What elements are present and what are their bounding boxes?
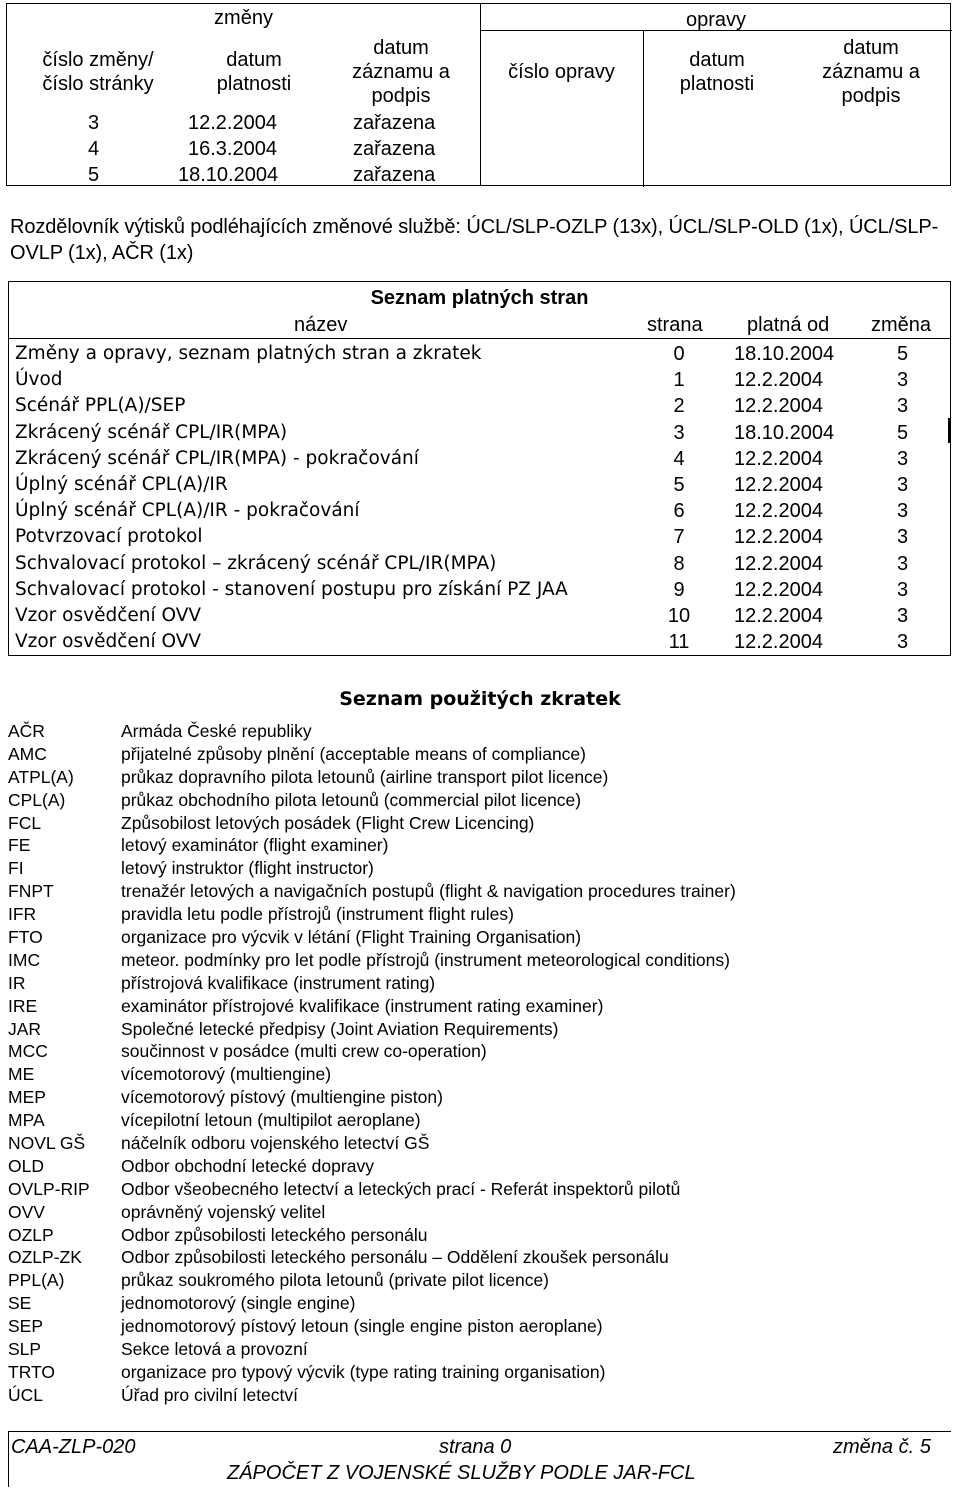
abbreviation-code: IFR <box>8 904 37 925</box>
abbreviation-description: Způsobilost letových posádek (Flight Crew Licencing) <box>121 812 535 833</box>
abbreviation-description: průkaz soukromého pilota letounů (private pilot licence) <box>121 1270 550 1291</box>
abbreviation-description: Společné letecké předpisy (Joint Aviation Requirements) <box>121 1018 559 1039</box>
list-item <box>8 1063 938 1086</box>
page-number: 3 <box>673 421 685 444</box>
table-row <box>9 551 950 577</box>
list-item <box>8 789 938 812</box>
list-item <box>8 1361 938 1384</box>
abbreviation-code: ÚCL <box>8 1384 44 1405</box>
change-record: zařazena <box>353 138 436 160</box>
list-item <box>8 926 938 949</box>
abbreviation-description: organizace pro typový výcvik (type rating training organisation) <box>121 1361 606 1382</box>
page-number: 0 <box>673 343 685 365</box>
abbreviation-description: vícemotorový (multiengine) <box>121 1064 332 1085</box>
abbreviation-description: examinátor přístrojové kvalifikace (instrument rating examiner) <box>121 995 604 1016</box>
abbreviation-code: JAR <box>8 1018 42 1039</box>
abbreviation-code: OZLP-ZK <box>8 1247 82 1268</box>
change-number: 3 <box>88 112 100 134</box>
list-item <box>8 1178 938 1201</box>
table-row <box>9 629 950 655</box>
change-number: 3 <box>897 447 909 470</box>
valid-from-date: 12.2.2004 <box>734 500 823 523</box>
abbreviation-code: FNPT <box>8 881 54 902</box>
col-header-change-number: číslo změny/ číslo stránky <box>42 49 154 95</box>
abbreviation-code: FCL <box>8 812 42 833</box>
list-item <box>8 1132 938 1155</box>
change-number: 3 <box>897 552 909 575</box>
abbreviations-title: Seznam použitých zkratek <box>339 688 621 710</box>
valid-pages-table <box>8 281 951 656</box>
change-date: 18.10.2004 <box>178 164 279 186</box>
abbreviation-description: součinnost v posádce (multi crew co-operation) <box>121 1041 487 1062</box>
list-item <box>8 1018 938 1041</box>
page-name: Potvrzovací protokol <box>15 526 203 548</box>
list-item <box>8 949 938 972</box>
valid-from-date: 12.2.2004 <box>734 526 823 549</box>
abbreviation-description: Sekce letová a provozní <box>121 1339 308 1360</box>
change-marker-bar <box>948 418 951 443</box>
list-item <box>8 812 938 835</box>
col-header-change: změna <box>871 314 932 336</box>
change-number: 3 <box>897 605 909 627</box>
col-header-correction-valid-date: datum platnosti <box>679 49 755 95</box>
abbreviation-code: FI <box>8 858 24 879</box>
change-number: 3 <box>897 369 909 392</box>
abbreviation-description: Odbor všeobecného letectví a leteckých prací - Referát inspektorů pilotů <box>121 1178 681 1199</box>
list-item <box>8 1292 938 1315</box>
page-name: Úplný scénář CPL(A)/IR - pokračování <box>15 500 360 522</box>
change-number: 3 <box>897 395 909 418</box>
change-date: 12.2.2004 <box>188 112 277 134</box>
abbreviation-code: PPL(A) <box>8 1270 65 1291</box>
abbreviation-code: TRTO <box>8 1361 55 1382</box>
table-row <box>9 420 950 446</box>
change-number: 5 <box>897 343 909 365</box>
col-header-name: název <box>294 314 348 336</box>
change-number: 3 <box>897 526 909 549</box>
abbreviation-code: IR <box>8 972 26 993</box>
abbreviation-code: IMC <box>8 949 41 970</box>
abbreviation-description: přijatelné způsoby plnění (acceptable means of compliance) <box>121 743 586 764</box>
abbreviation-description: průkaz dopravního pilota letounů (airline transport pilot licence) <box>121 766 609 787</box>
abbreviation-code: OZLP <box>8 1224 54 1245</box>
abbreviation-code: IRE <box>8 995 38 1016</box>
abbreviation-description: průkaz obchodního pilota letounů (commercial pilot licence) <box>121 789 582 810</box>
change-date: 16.3.2004 <box>188 138 277 160</box>
table-row <box>9 446 950 472</box>
abbreviation-description: oprávněný vojenský velitel <box>121 1201 326 1222</box>
page-name: Schvalovací protokol - stanovení postupu pro získání PZ JAA <box>15 578 568 600</box>
col-header-valid-date: datum platnosti <box>216 49 292 95</box>
abbreviation-code: OVLP-RIP <box>8 1178 90 1199</box>
page-number: 9 <box>673 578 685 601</box>
valid-from-date: 12.2.2004 <box>734 578 823 601</box>
valid-from-date: 12.2.2004 <box>734 474 823 496</box>
abbreviation-description: jednomotorový pístový letoun (single engine piston aeroplane) <box>121 1316 603 1337</box>
page-name: Vzor osvědčení OVV <box>15 631 202 653</box>
abbreviation-code: ME <box>8 1064 35 1085</box>
page-number: 10 <box>667 605 691 627</box>
valid-from-date: 12.2.2004 <box>734 395 823 418</box>
list-item <box>8 995 938 1018</box>
table-row <box>9 524 950 550</box>
valid-from-date: 12.2.2004 <box>734 447 823 470</box>
list-item <box>8 1224 938 1247</box>
list-item <box>8 1040 938 1063</box>
col-header-correction-record: datum záznamu a podpis <box>822 37 920 107</box>
abbreviation-description: vícemotorový pístový (multiengine piston) <box>121 1087 443 1108</box>
table-row <box>9 603 950 629</box>
abbreviation-description: Armáda České republiky <box>121 721 312 741</box>
abbreviation-description: Odbor způsobilosti leteckého personálu – Oddělení zkoušek personálu <box>121 1247 669 1268</box>
page-number: 8 <box>673 552 685 575</box>
list-item <box>8 857 938 880</box>
col-header-correction-number: číslo opravy <box>508 61 615 83</box>
abbreviation-code: FE <box>8 835 31 856</box>
valid-from-date: 12.2.2004 <box>734 369 823 392</box>
page-name: Změny a opravy, seznam platných stran a zkratek <box>15 343 482 364</box>
abbreviation-description: Úřad pro civilní letectví <box>121 1384 299 1405</box>
abbreviation-code: MCC <box>8 1041 48 1062</box>
abbreviation-code: OVV <box>8 1201 45 1222</box>
col-header-page: strana <box>647 314 703 336</box>
abbreviation-description: organizace pro výcvik v létání (Flight Training Organisation) <box>121 927 582 948</box>
page-number: 6 <box>673 500 685 523</box>
page-name: Scénář PPL(A)/SEP <box>15 395 186 417</box>
abbreviation-code: CPL(A) <box>8 789 66 810</box>
table-row <box>9 498 950 524</box>
list-item <box>8 1269 938 1292</box>
abbreviations-list <box>8 720 938 1407</box>
abbreviation-description: vícepilotní letoun (multipilot aeroplane) <box>121 1110 421 1131</box>
footer-doc-code: CAA-ZLP-020 <box>11 1436 136 1458</box>
abbreviation-code: MPA <box>8 1110 45 1131</box>
abbreviation-code: NOVL GŠ <box>8 1133 86 1154</box>
abbreviation-code: AČR <box>8 721 45 741</box>
group-header-corrections: opravy <box>685 9 747 31</box>
valid-from-date: 18.10.2004 <box>734 343 835 365</box>
footer-title: ZÁPOČET Z VOJENSKÉ SLUŽBY PODLE JAR-FCL <box>227 1462 696 1484</box>
col-header-valid-from: platná od <box>747 314 830 336</box>
abbreviation-description: letový instruktor (flight instructor) <box>121 858 374 879</box>
change-record: zařazena <box>353 164 436 186</box>
abbreviation-code: SLP <box>8 1339 42 1360</box>
valid-from-date: 12.2.2004 <box>734 605 823 627</box>
col-header-record-date: datum záznamu a podpis <box>352 37 450 107</box>
page-footer <box>8 1431 951 1487</box>
change-number: 5 <box>897 421 909 444</box>
list-item <box>8 1384 938 1407</box>
distribution-list: Rozdělovník výtisků podléhajících změnové službě: ÚCL/SLP-OZLP (13x), ÚCL/SLP-OLD (1x), ÚCL/SLP-OVLP (1x), AČR (1x) <box>10 216 939 264</box>
abbreviation-code: MEP <box>8 1087 46 1108</box>
abbreviation-description: náčelník odboru vojenského letectví GŠ <box>121 1133 430 1154</box>
list-item <box>8 880 938 903</box>
page-number: 1 <box>673 369 685 392</box>
footer-change-number: změna č. 5 <box>833 1436 931 1458</box>
abbreviation-code: AMC <box>8 743 47 764</box>
abbreviation-description: meteor. podmínky pro let podle přístrojů (instrument meteorological conditions) <box>121 949 730 970</box>
page-number: 4 <box>673 447 685 470</box>
abbreviation-description: letový examinátor (flight examiner) <box>121 835 389 856</box>
change-number: 3 <box>897 631 909 654</box>
list-item <box>8 1109 938 1132</box>
list-item <box>8 743 938 766</box>
valid-from-date: 18.10.2004 <box>734 421 835 444</box>
change-number: 3 <box>897 474 909 496</box>
list-item <box>8 1201 938 1224</box>
table-row <box>9 367 950 393</box>
abbreviation-code: SEP <box>8 1316 44 1337</box>
change-number: 3 <box>897 578 909 601</box>
valid-pages-title: Seznam platných stran <box>370 287 589 309</box>
table-row <box>9 577 950 603</box>
table-row <box>9 472 950 498</box>
abbreviation-description: jednomotorový (single engine) <box>121 1293 356 1314</box>
changes-corrections-table <box>6 3 951 186</box>
page-name: Úplný scénář CPL(A)/IR <box>15 474 228 495</box>
header-divider <box>9 338 950 339</box>
abbreviation-code: FTO <box>8 927 43 948</box>
abbreviation-code: OLD <box>8 1155 44 1176</box>
page-name: Schvalovací protokol – zkrácený scénář CPL/IR(MPA) <box>15 552 497 574</box>
change-number: 3 <box>897 500 909 523</box>
list-item <box>8 903 938 926</box>
table-row <box>9 393 950 419</box>
table-row <box>9 341 950 367</box>
footer-page-number: strana 0 <box>439 1436 512 1458</box>
list-item <box>8 1315 938 1338</box>
page-number: 7 <box>673 526 685 549</box>
list-item <box>8 1338 938 1361</box>
list-item <box>8 972 938 995</box>
abbreviation-code: ATPL(A) <box>8 766 74 787</box>
group-header-changes: změny <box>214 7 273 29</box>
page-number: 5 <box>673 474 685 496</box>
list-item <box>8 1086 938 1109</box>
change-record: zařazena <box>353 112 436 134</box>
abbreviation-description: Odbor způsobilosti leteckého personálu <box>121 1224 428 1245</box>
page-number: 2 <box>673 395 685 418</box>
abbreviation-description: trenažér letových a navigačních postupů (flight & navigation procedures trainer) <box>121 881 736 902</box>
page-name: Zkrácený scénář CPL/IR(MPA) <box>15 421 288 443</box>
list-item <box>8 766 938 789</box>
abbreviation-code: SE <box>8 1293 32 1314</box>
change-number: 5 <box>88 164 100 186</box>
page-name: Zkrácený scénář CPL/IR(MPA) - pokračování <box>15 447 419 469</box>
valid-from-date: 12.2.2004 <box>734 552 823 575</box>
list-item <box>8 1246 938 1269</box>
page-name: Úvod <box>15 369 63 391</box>
abbreviation-description: pravidla letu podle přístrojů (instrument flight rules) <box>121 904 514 925</box>
list-item <box>8 720 938 743</box>
page-name: Vzor osvědčení OVV <box>15 605 202 626</box>
list-item <box>8 834 938 857</box>
valid-from-date: 12.2.2004 <box>734 631 823 654</box>
page-number: 11 <box>668 631 690 654</box>
abbreviation-description: přístrojová kvalifikace (instrument rating) <box>121 972 436 993</box>
list-item <box>8 1155 938 1178</box>
change-number: 4 <box>88 138 100 160</box>
abbreviation-description: Odbor obchodní letecké dopravy <box>121 1155 374 1176</box>
